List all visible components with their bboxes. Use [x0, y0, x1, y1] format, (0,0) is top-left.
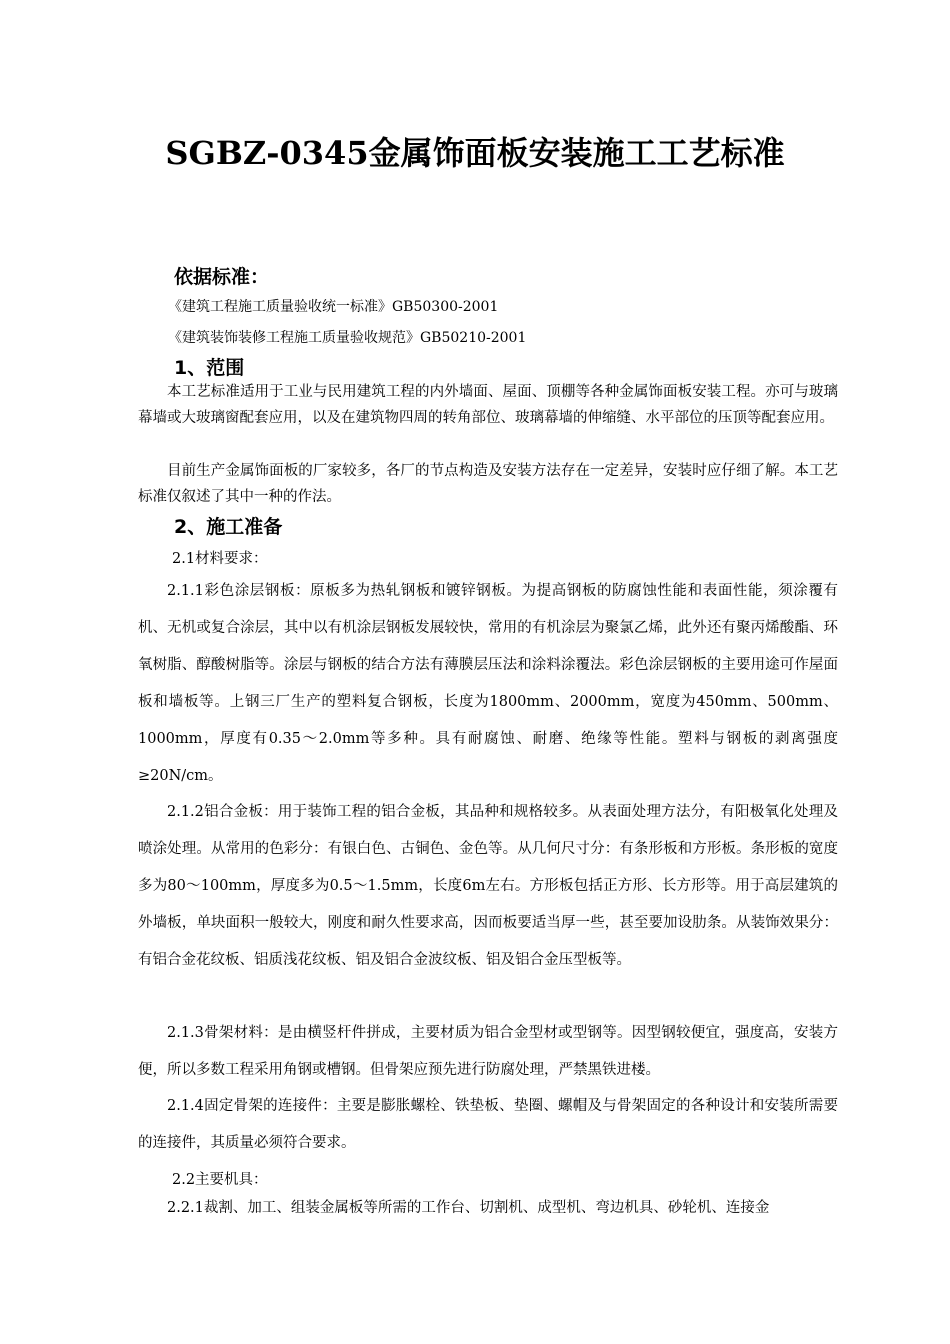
reference-standard-1: 《建筑工程施工质量验收统一标准》GB50300-2001	[168, 299, 499, 315]
section-2-heading: 2、施工准备	[174, 516, 283, 538]
section-1-heading: 1、范围	[174, 357, 245, 379]
paragraph-2-1-3: 2.1.3骨架材料：是由横竖杆件拼成，主要材质为铝合金型材或型钢等。因型钢较便宜，强度高，安装方便，所以多数工程采用角钢或槽钢。但骨架应预先进行防腐处理，严禁黑铁进楼。	[138, 1025, 838, 1078]
paragraph-2-1-2: 2.1.2铝合金板：用于装饰工程的铝合金板，其品种和规格较多。从表面处理方法分，有阳极氧化处理及喷涂处理。从常用的色彩分：有银白色、古铜色、金色等。从几何尺寸分：有条形板和方形板。条形板的宽度多为80～100mm，厚度多为0.5～1.5mm，长度6m左右。方形板包括正方形、长方形等。用于高层建筑的外墙板，单块面积一般较大，刚度和耐久性要求高，因而板要适当厚一些，甚至要加设肋条。从装饰效果分：有铝合金花纹板、铝质浅花纹板、铝及铝合金波纹板、铝及铝合金压型板等。	[138, 804, 838, 968]
paragraph-2-2-1: 2.2.1裁割、加工、组装金属板等所需的工作台、切割机、成型机、弯边机具、砂轮机、连接金	[167, 1200, 770, 1216]
subsection-2-1-heading: 2.1材料要求：	[172, 551, 268, 567]
document-title: SGBZ-0345金属饰面板安装施工工艺标准	[165, 134, 785, 172]
reference-standard-2: 《建筑装饰装修工程施工质量验收规范》GB50210-2001	[168, 330, 527, 346]
subsection-2-2-heading: 2.2主要机具：	[172, 1172, 268, 1188]
paragraph-2-1-1: 2.1.1彩色涂层钢板：原板多为热轧钢板和镀锌钢板。为提高钢板的防腐蚀性能和表面性能，须涂覆有机、无机或复合涂层，其中以有机涂层钢板发展较快，常用的有机涂层为聚氯乙烯，此外还有聚丙烯酸酯、环氧树脂、醇酸树脂等。涂层与钢板的结合方法有薄膜层压法和涂料涂覆法。彩色涂层钢板的主要用途可作屋面板和墙板等。上钢三厂生产的塑料复合钢板，长度为1800mm、2000mm，宽度为450mm、500mm、1000mm，厚度有0.35～2.0mm等多种。具有耐腐蚀、耐磨、绝缘等性能。塑料与钢板的剥离强度≥20N/cm。	[138, 583, 838, 784]
section-1-paragraph-1: 本工艺标准适用于工业与民用建筑工程的内外墙面、屋面、顶棚等各种金属饰面板安装工程。亦可与玻璃幕墙或大玻璃窗配套应用，以及在建筑物四周的转角部位、玻璃幕墙的伸缩缝、水平部位的压顶等配套应用。	[138, 384, 838, 426]
paragraph-2-1-4: 2.1.4固定骨架的连接件：主要是膨胀螺栓、铁垫板、垫圈、螺帽及与骨架固定的各种设计和安装所需要的连接件，其质量必须符合要求。	[138, 1098, 838, 1151]
section-1-paragraph-2: 目前生产金属饰面板的厂家较多，各厂的节点构造及安装方法存在一定差异，安装时应仔细了解。本工艺标准仅叙述了其中一种的作法。	[138, 463, 838, 505]
basis-heading: 依据标准：	[174, 266, 270, 288]
